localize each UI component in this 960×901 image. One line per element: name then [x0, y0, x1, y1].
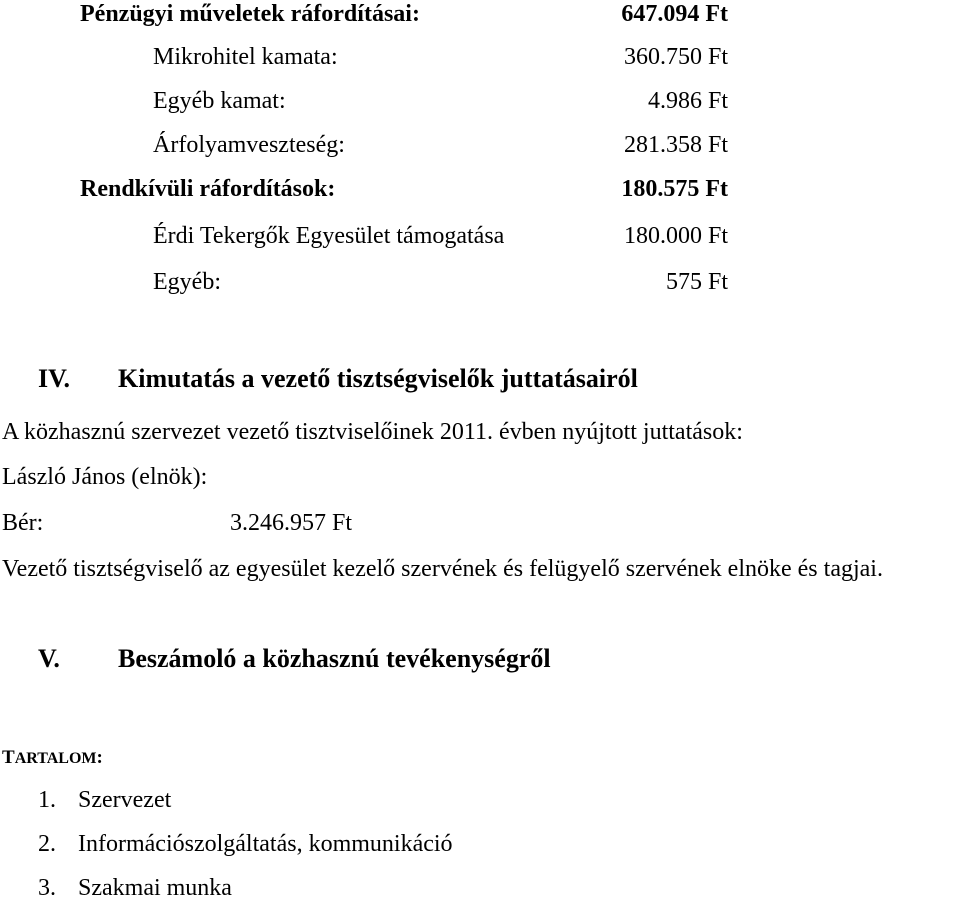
leaders-note: Vezető tisztségviselő az egyesület kezelő szervének és felügyelő szervének elnöke és tagjai. [2, 556, 883, 582]
extraordinary-expenses-amount: 180.575 Ft [621, 176, 728, 202]
contents-item-number: 2. [38, 831, 56, 857]
salary-label: Bér: [2, 510, 44, 536]
expense-item-label: Érdi Tekergők Egyesület támogatása [153, 223, 505, 249]
contents-item-label: Szervezet [78, 787, 172, 813]
contents-item-label: Információszolgáltatás, kommunikáció [78, 831, 453, 857]
section-iv-title: Kimutatás a vezető tisztségviselők juttatásairól [118, 364, 638, 393]
financial-expenses-label: Pénzügyi műveletek ráfordításai: [80, 1, 420, 27]
financial-expenses-amount: 647.094 Ft [621, 1, 728, 27]
section-v-number: V. [38, 644, 60, 673]
expense-item-label: Árfolyamveszteség: [153, 132, 345, 158]
section-iv-intro: A közhasznú szervezet vezető tisztviselőinek 2011. évben nyújtott juttatások: [2, 419, 743, 445]
section-iv-number: IV. [38, 364, 71, 393]
extraordinary-expenses-label: Rendkívüli ráfordítások: [80, 176, 336, 202]
contents-heading [2, 744, 103, 768]
contents-heading-initial: T [2, 747, 15, 768]
expense-item-label: Egyéb: [153, 269, 221, 295]
contents-item-number: 1. [38, 787, 56, 813]
contents-item-number: 3. [38, 875, 56, 901]
contents-heading-colon: : [96, 747, 103, 768]
contents-heading-rest: ARTALOM [14, 750, 97, 767]
expense-item-label: Mikrohitel kamata: [153, 44, 338, 70]
expense-item-amount: 575 Ft [665, 269, 728, 295]
expense-item-amount: 180.000 Ft [623, 223, 728, 249]
leader-name: László János (elnök): [2, 464, 208, 490]
expense-item-amount: 281.358 Ft [623, 132, 728, 158]
expense-item-label: Egyéb kamat: [153, 88, 286, 114]
contents-item-label: Szakmai munka [78, 875, 232, 901]
salary-value: 3.246.957 Ft [230, 510, 353, 536]
section-v-title: Beszámoló a közhasznú tevékenységről [118, 644, 551, 673]
expense-item-amount: 4.986 Ft [647, 88, 728, 114]
expense-item-amount: 360.750 Ft [623, 44, 728, 70]
